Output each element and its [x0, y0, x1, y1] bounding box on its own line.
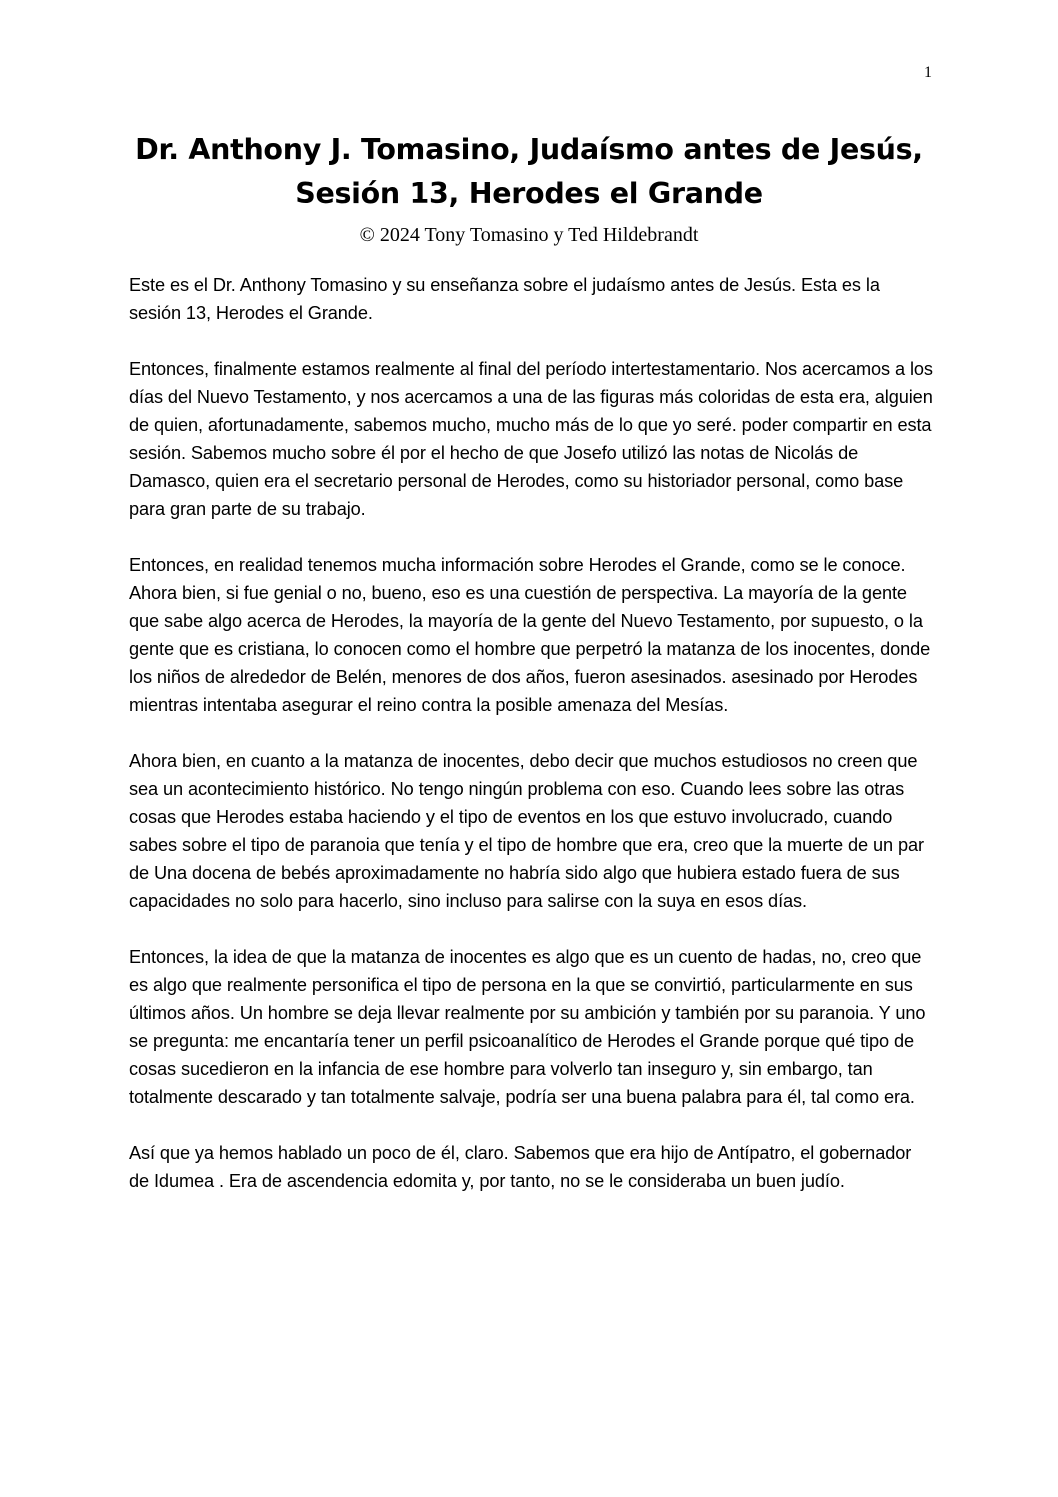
paragraph-2: Entonces, finalmente estamos realmente al final del período intertestamentario. Nos acercamos a los días del Nuevo Testamento, y nos acercamos a una de las figuras más coloridas de esta era, alguien de quien, afortunadamente, sabemos mucho, mucho más de lo que yo seré. poder compartir en esta sesión. Sabemos mucho sobre él por el hecho de que Josefo utilizó las notas de Nicolás de Damasco, quien era el secretario personal de Herodes, como su historiador personal, como base para gran parte de su trabajo.	[129, 359, 933, 519]
title-line-2: Sesión 13, Herodes el Grande	[295, 177, 763, 210]
paragraph-1: Este es el Dr. Anthony Tomasino y su enseñanza sobre el judaísmo antes de Jesús. Esta es la sesión 13, Herodes el Grande.	[129, 275, 880, 323]
copyright-line: © 2024 Tony Tomasino y Ted Hildebrandt	[359, 224, 699, 246]
page-number: 1	[924, 64, 932, 81]
paragraph-4: Ahora bien, en cuanto a la matanza de inocentes, debo decir que muchos estudiosos no creen que sea un acontecimiento histórico. No tengo ningún problema con eso. Cuando lees sobre las otras cosas que Herodes estaba haciendo y el tipo de eventos en los que estuvo involucrado, cuando sabes sobre el tipo de paranoia que tenía y el tipo de hombre que era, creo que la muerte de un par de Una docena de bebés aproximadamente no habría sido algo que hubiera estado fuera de sus capacidades no solo para hacerlo, sino incluso para salirse con la suya en esos días.	[129, 751, 924, 911]
paragraph-5: Entonces, la idea de que la matanza de inocentes es algo que es un cuento de hadas, no, creo que es algo que realmente personifica el tipo de persona en la que se convirtió, particularmente en sus últimos años. Un hombre se deja llevar realmente por su ambición y también por su paranoia. Y uno se pregunta: me encantaría tener un perfil psicoanalítico de Herodes el Grande porque qué tipo de cosas sucedieron en la infancia de ese hombre para volverlo tan inseguro y, sin embargo, tan totalmente descarado y tan totalmente salvaje, podría ser una buena palabra para él, tal como era.	[129, 947, 926, 1107]
paragraph-3: Entonces, en realidad tenemos mucha información sobre Herodes el Grande, como se le conoce. Ahora bien, si fue genial o no, bueno, eso es una cuestión de perspectiva. La mayoría de la gente que sabe algo acerca de Herodes, la mayoría de la gente del Nuevo Testamento, por supuesto, o la gente que es cristiana, lo conocen como el hombre que perpetró la matanza de los inocentes, donde los niños de alrededor de Belén, menores de dos años, fueron asesinados. asesinado por Herodes mientras intentaba asegurar el reino contra la posible amenaza del Mesías.	[129, 555, 931, 715]
title-line-1: Dr. Anthony J. Tomasino, Judaísmo antes de Jesús,	[135, 133, 923, 166]
document-body	[129, 271, 934, 1223]
paragraph-6: Así que ya hemos hablado un poco de él, claro. Sabemos que era hijo de Antípatro, el gobernador de Idumea . Era de ascendencia edomita y, por tanto, no se le consideraba un buen judío.	[129, 1143, 912, 1191]
document-title	[100, 128, 958, 216]
